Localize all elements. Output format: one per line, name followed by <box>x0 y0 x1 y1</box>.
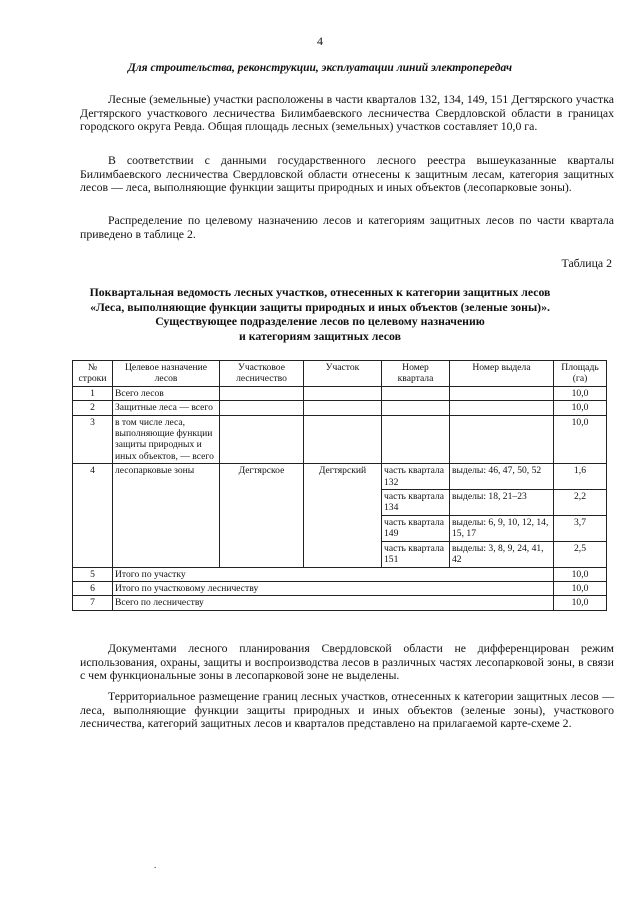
row-area: 1,6 <box>554 464 607 490</box>
table-title <box>0 285 640 343</box>
row-number: 5 <box>73 567 113 581</box>
row-area: 10,0 <box>554 415 607 464</box>
row-area: 10,0 <box>554 581 607 595</box>
header-area: Площадь (га) <box>554 361 607 387</box>
header-forestry: Участковое лесничество <box>220 361 304 387</box>
row-total-label: Итого по участку <box>113 567 554 581</box>
row-area: 10,0 <box>554 386 607 400</box>
table-title-line: Существующее подразделение лесов по целевому назначению <box>155 314 485 328</box>
row-purpose: Защитные леса — всего <box>113 401 220 415</box>
row-site: Дегтярский <box>304 464 382 567</box>
header-site: Участок <box>304 361 382 387</box>
row-total-label: Итого по участковому лесничеству <box>113 581 554 595</box>
paragraph-map-reference: Территориальное размещение границ лесных участков, отнесенных к категории защитных лесов — леса, выполняющие функции защиты природных и иных объектов (зеленые зоны), участкового лесничества, категорий защитных лесов и кварталов представлено на прилагаемой карте-схеме 2. <box>80 689 614 731</box>
row-area: 10,0 <box>554 596 607 610</box>
row-quarter: часть квартала 151 <box>382 541 450 567</box>
row-number: 6 <box>73 581 113 595</box>
table-total-row <box>73 581 607 595</box>
table-row <box>73 401 607 415</box>
row-quarter: часть квартала 134 <box>382 490 450 516</box>
row-area: 2,2 <box>554 490 607 516</box>
table-total-row <box>73 567 607 581</box>
page-number: 4 <box>317 34 323 48</box>
stray-mark: . <box>154 860 157 870</box>
row-number: 3 <box>73 415 113 464</box>
row-vydel: выделы: 3, 8, 9, 24, 41, 42 <box>450 541 554 567</box>
row-total-label: Всего по лесничеству <box>113 596 554 610</box>
table-title-line: и категориям защитных лесов <box>239 328 401 343</box>
row-area: 3,7 <box>554 515 607 541</box>
row-area: 10,0 <box>554 401 607 415</box>
header-purpose: Целевое назначение лесов <box>113 361 220 387</box>
table-total-row <box>73 596 607 610</box>
section-heading: Для строительства, реконструкции, эксплуатации линий электропередач <box>127 62 513 74</box>
table-label: Таблица 2 <box>561 256 612 270</box>
row-purpose: Всего лесов <box>113 386 220 400</box>
row-number: 1 <box>73 386 113 400</box>
paragraph-category: В соответствии с данными государственного лесного реестра вышеуказанные кварталы Билимбаевского лесничества Свердловской области отнесены к защитным лесам, категория защитных лесов — леса, выполняющие функции защиты природных и иных объектов (лесопарковые зоны). <box>80 153 614 195</box>
row-quarter: часть квартала 149 <box>382 515 450 541</box>
header-vydel: Номер выдела <box>450 361 554 387</box>
table-row <box>73 464 607 490</box>
row-number: 2 <box>73 401 113 415</box>
paragraph-functional-zones: Документами лесного планирования Свердловской области не дифференцирован режим использования, охраны, защиты и воспроизводства лесов в различных частях лесопарковой зоны, в связи с чем функциональные зоны в лесопарковой зоне не выделены. <box>80 641 614 683</box>
header-row-number: № строки <box>73 361 113 387</box>
row-vydel: выделы: 6, 9, 10, 12, 14, 15, 17 <box>450 515 554 541</box>
row-number: 7 <box>73 596 113 610</box>
row-area: 10,0 <box>554 567 607 581</box>
table-header-row <box>73 361 607 387</box>
row-purpose: в том числе леса, выполняющие функции защиты природных и иных объектов, — всего <box>113 415 220 464</box>
paragraph-distribution: Распределение по целевому назначению лесов и категориям защитных лесов по части квартала приведено в таблице 2. <box>80 213 614 241</box>
row-vydel: выделы: 46, 47, 50, 52 <box>450 464 554 490</box>
row-number: 4 <box>73 464 113 567</box>
header-quarter: Номер квартала <box>382 361 450 387</box>
forest-plots-table <box>72 360 607 611</box>
paragraph-location: Лесные (земельные) участки расположены в части кварталов 132, 134, 149, 151 Дегтярского участка Дегтярского участкового лесничества Билимбаевского лесничества Свердловской области в границах городского округа Ревда. Общая площадь лесных (земельных) участков составляет 10,0 га. <box>80 92 614 134</box>
table-row <box>73 386 607 400</box>
table-title-line: «Леса, выполняющие функции защиты природных и иных объектов (зеленые зоны)». <box>90 299 550 314</box>
row-vydel: выделы: 18, 21–23 <box>450 490 554 516</box>
table-title-line: Поквартальная ведомость лесных участков, отнесенных к категории защитных лесов <box>89 285 551 299</box>
row-forestry: Дегтярское <box>220 464 304 567</box>
row-purpose: лесопарковые зоны <box>113 464 220 567</box>
table-row <box>73 415 607 464</box>
row-quarter: часть квартала 132 <box>382 464 450 490</box>
row-area: 2,5 <box>554 541 607 567</box>
